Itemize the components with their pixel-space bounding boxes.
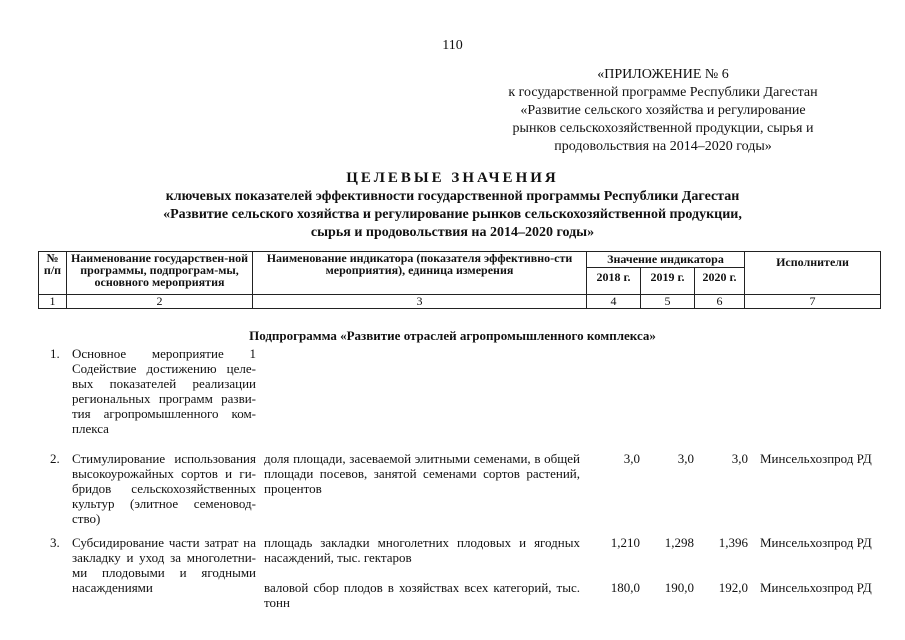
page-number: 110 [442, 38, 463, 53]
indicator-name: доля площади, засеваемой элитными семенами, в общей площади посевов, занятой семенами сортов растений, процентов [264, 451, 580, 496]
column-number: 6 [695, 295, 745, 309]
column-number: 1 [39, 295, 67, 309]
executor: Минсельхозпрод РД [760, 451, 872, 466]
indicator-name: площадь закладки многолетних плодовых и ягодных насаждений, тыс. гектаров [264, 535, 580, 565]
value-2019: 3,0 [677, 451, 694, 466]
column-number: 7 [745, 295, 881, 309]
executor: Минсельхозпрод РД [760, 580, 872, 595]
column-number: 3 [253, 295, 587, 309]
item-number: 1. [50, 346, 60, 361]
header-year-2019: 2019 г. [641, 268, 695, 295]
value-2018: 3,0 [623, 451, 640, 466]
header-indicator: Наименование индикатора (показателя эффективно-сти мероприятия), единица измерения [253, 252, 587, 295]
subprogram-heading: Подпрограмма «Развитие отраслей агропромышленного комплекса» [249, 328, 656, 343]
value-2019: 190,0 [664, 580, 694, 595]
header-program: Наименование государствен-ной программы, подпрограм-мы, основного мероприятия [67, 252, 253, 295]
value-2020: 1,396 [718, 535, 748, 550]
value-2020: 192,0 [718, 580, 748, 595]
appendix-line: к государственной программе Республики Дагестан [508, 85, 818, 100]
value-2020: 3,0 [731, 451, 748, 466]
column-number: 4 [587, 295, 641, 309]
header-year-2020: 2020 г. [695, 268, 745, 295]
appendix-line: «Развитие сельского хозяйства и регулирование [520, 103, 806, 118]
executor: Минсельхозпрод РД [760, 535, 872, 550]
item-number: 2. [50, 451, 60, 466]
indicators-table-header [38, 251, 881, 309]
document-subtitle [60, 188, 845, 242]
item-name: Стимулирование использования высокоурожайных сортов и ги-бридов сельскохозяйственных культур (элитное семеновод-ство) [72, 451, 256, 526]
column-number: 5 [641, 295, 695, 309]
appendix-line: продовольствия на 2014–2020 годы» [554, 139, 772, 154]
value-2018: 1,210 [610, 535, 640, 550]
header-year-2018: 2018 г. [587, 268, 641, 295]
subtitle-line: «Развитие сельского хозяйства и регулирование рынков сельскохозяйственной продукции, [163, 207, 742, 222]
document-title: ЦЕЛЕВЫЕ ЗНАЧЕНИЯ [346, 170, 559, 186]
item-name: Основное мероприятие 1 Содействие достижению целе-вых показателей реализации региональных программ разви-тия агропромышленного ком-плекса [72, 346, 256, 436]
indicator-name: валовой сбор плодов в хозяйствах всех категорий, тыс. тонн [264, 580, 580, 610]
header-num: № п/п [39, 252, 67, 295]
value-2019: 1,298 [664, 535, 694, 550]
subtitle-line: сырья и продовольствия на 2014–2020 годы» [310, 225, 595, 240]
appendix-line: «ПРИЛОЖЕНИЕ № 6 [597, 67, 729, 82]
header-values-group: Значение индикатора [587, 252, 745, 268]
value-2018: 180,0 [610, 580, 640, 595]
column-number: 2 [67, 295, 253, 309]
subtitle-line: ключевых показателей эффективности государственной программы Республики Дагестан [165, 189, 740, 204]
header-executors: Исполнители [745, 252, 881, 295]
item-number: 3. [50, 535, 60, 550]
item-name: Субсидирование части затрат на закладку и уход за многолетни-ми плодовыми и ягодными насаждениями [72, 535, 256, 595]
appendix-note [498, 66, 828, 156]
appendix-line: рынков сельскохозяйственной продукции, сырья и [512, 121, 814, 136]
